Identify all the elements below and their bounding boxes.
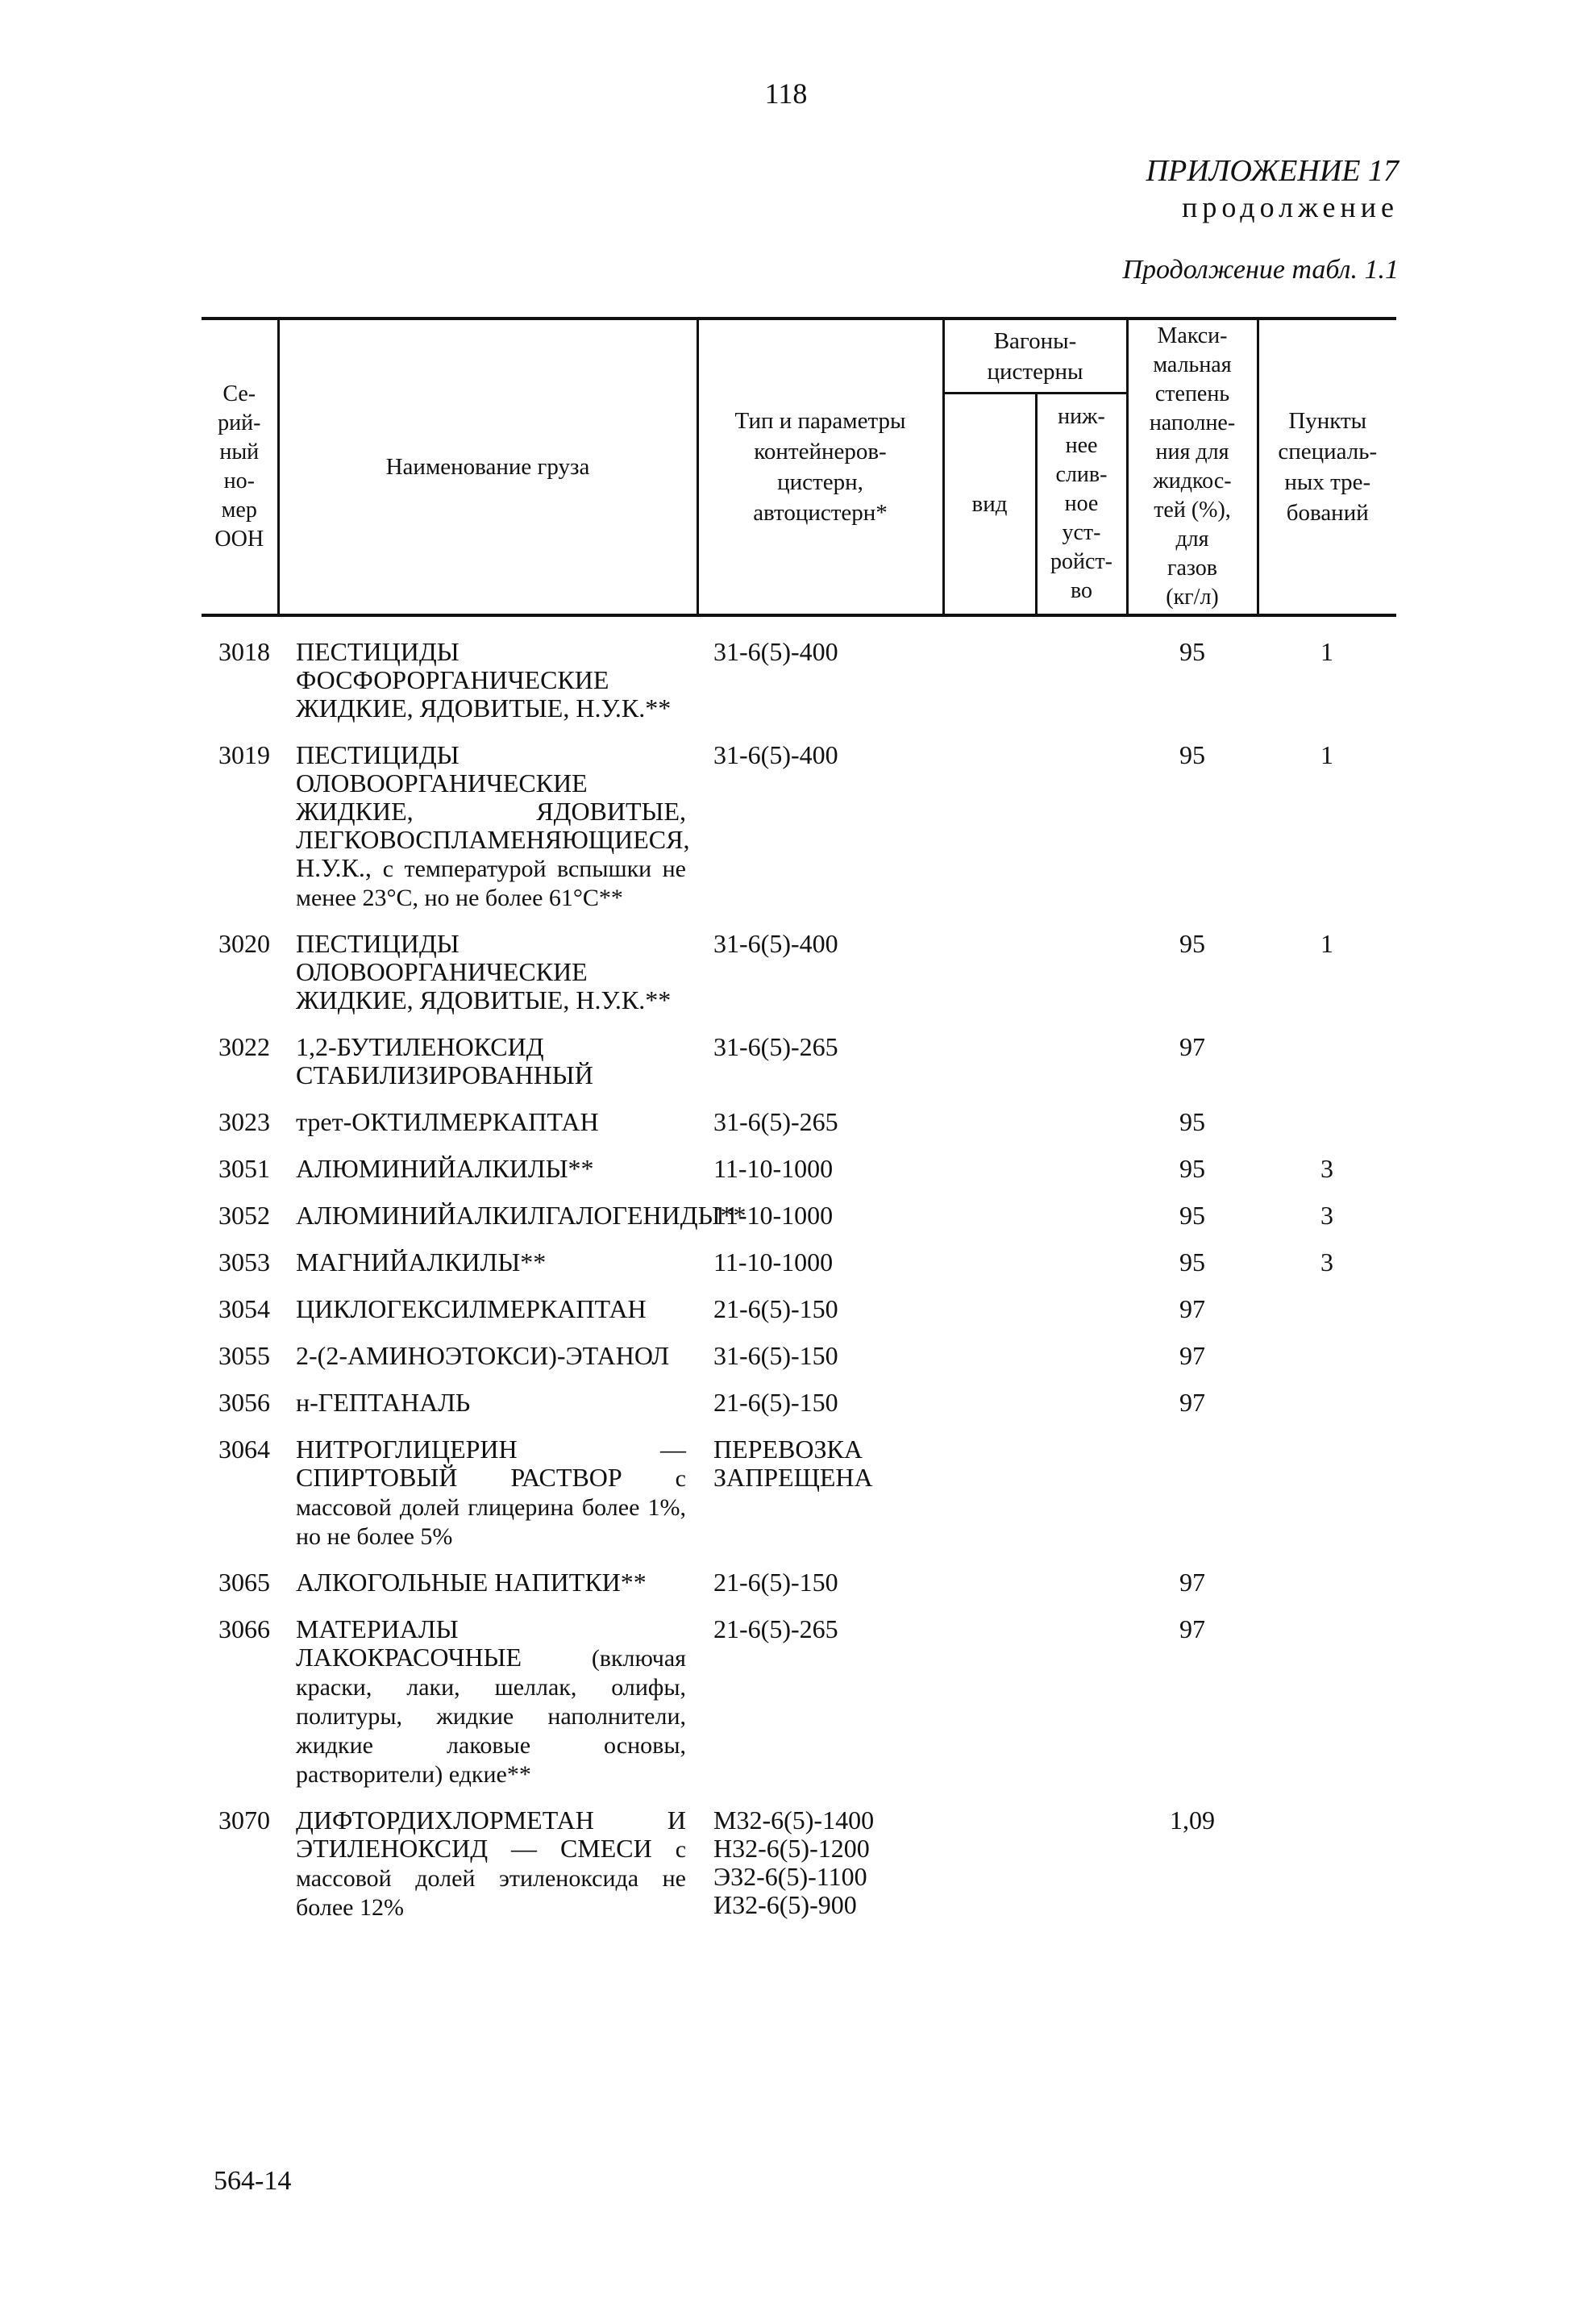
header-cargo-name: Наименование груза bbox=[278, 319, 697, 615]
table-row bbox=[202, 1601, 1396, 1792]
table-row bbox=[202, 727, 1396, 915]
tank-type: 11-10-1000 bbox=[713, 1154, 834, 1183]
bottom-drain bbox=[1036, 1234, 1127, 1281]
tank-type: М32-6(5)-1400 Н32-6(5)-1200 Э32-6(5)-1100 И32-6(5)-900 bbox=[713, 1805, 875, 1919]
max-fill: 97 bbox=[1179, 1341, 1205, 1370]
bottom-drain bbox=[1036, 1140, 1127, 1187]
un-code: 3056 bbox=[218, 1388, 270, 1417]
cargo-name bbox=[278, 1421, 697, 1554]
bottom-drain bbox=[1036, 1601, 1127, 1792]
cargo-name-main: МАГНИЙАЛКИЛЫ** bbox=[296, 1247, 547, 1277]
cargo-name bbox=[278, 1187, 746, 1234]
cargo-name bbox=[278, 1234, 697, 1281]
table-row bbox=[202, 1421, 1396, 1554]
un-code: 3055 bbox=[218, 1341, 270, 1370]
special-points bbox=[1258, 1281, 1396, 1327]
header-un-number: Се- рий- ный но- мер ООН bbox=[202, 319, 278, 615]
tank-type: 31-6(5)-150 bbox=[713, 1341, 838, 1370]
cargo-name-main: ПЕСТИЦИДЫ ФОСФОРОРГАНИЧЕСКИЕ ЖИДКИЕ, ЯДОВИТЫЕ, Н.У.К.** bbox=[296, 637, 672, 723]
bottom-drain bbox=[1036, 727, 1127, 915]
max-fill: 95 bbox=[1179, 1247, 1205, 1277]
cargo-name-main: НИТРОГЛИЦЕРИН — СПИРТОВЫЙ РАСТВОР bbox=[296, 1435, 686, 1492]
max-fill: 95 bbox=[1179, 929, 1205, 958]
cargo-name bbox=[278, 1327, 697, 1374]
max-fill: 97 bbox=[1179, 1032, 1205, 1061]
special-points bbox=[1258, 1093, 1396, 1140]
cargo-name-main: ЦИКЛОГЕКСИЛМЕРКАПТАН bbox=[296, 1294, 647, 1323]
cargo-name-main: ДИФТОРДИХЛОРМЕТАН И ЭТИЛЕНОКСИД — СМЕСИ bbox=[296, 1805, 686, 1863]
wagon-kind bbox=[943, 1140, 1036, 1187]
tank-type: ПЕРЕВОЗКА ЗАПРЕЩЕНА bbox=[713, 1435, 873, 1492]
header-max-fill: Макси- мальная степень наполне- ния для жидкос- тей (%), для газов (кг/л) bbox=[1127, 319, 1258, 615]
bottom-drain bbox=[1036, 1187, 1127, 1234]
cargo-name-main: АЛЮМИНИЙАЛКИЛГАЛОГЕНИДЫ** bbox=[296, 1201, 746, 1230]
cargo-name-note: с температурой вспышки не менее 23°С, но не более 61°С** bbox=[296, 856, 687, 911]
max-fill: 1,09 bbox=[1170, 1805, 1215, 1835]
cargo-name-main: н-ГЕПТАНАЛЬ bbox=[296, 1388, 471, 1417]
un-code: 3054 bbox=[218, 1294, 270, 1323]
wagon-kind bbox=[943, 1374, 1036, 1421]
bottom-drain bbox=[1036, 1281, 1127, 1327]
tank-type: 31-6(5)-265 bbox=[713, 1107, 838, 1136]
special-points: 3 bbox=[1320, 1201, 1333, 1230]
table-row bbox=[202, 1374, 1396, 1421]
table-row bbox=[202, 1187, 1396, 1234]
max-fill bbox=[1127, 1421, 1258, 1554]
tank-type: 21-6(5)-150 bbox=[713, 1388, 838, 1417]
tank-type: 31-6(5)-400 bbox=[713, 637, 838, 666]
table-row bbox=[202, 1093, 1396, 1140]
cargo-name bbox=[278, 915, 697, 1018]
wagon-kind bbox=[943, 1093, 1036, 1140]
max-fill: 97 bbox=[1179, 1294, 1205, 1323]
cargo-name-main: МАТЕРИАЛЫ ЛАКОКРАСОЧНЫЕ bbox=[296, 1614, 522, 1672]
cargo-name-main: 2-(2-АМИНОЭТОКСИ)-ЭТАНОЛ bbox=[296, 1341, 670, 1370]
bottom-drain bbox=[1036, 1554, 1127, 1601]
cargo-name-main: трет-ОКТИЛМЕРКАПТАН bbox=[296, 1107, 599, 1136]
special-points: 1 bbox=[1320, 740, 1333, 769]
max-fill: 97 bbox=[1179, 1614, 1205, 1643]
un-code: 3051 bbox=[218, 1154, 270, 1183]
un-code: 3066 bbox=[218, 1614, 270, 1643]
un-code: 3064 bbox=[218, 1435, 270, 1464]
bottom-drain bbox=[1036, 1327, 1127, 1374]
print-signature: 564-14 bbox=[214, 2166, 292, 2196]
cargo-name bbox=[278, 1601, 697, 1792]
max-fill: 95 bbox=[1179, 1107, 1205, 1136]
tank-type: 21-6(5)-150 bbox=[713, 1568, 838, 1597]
special-points bbox=[1258, 1018, 1396, 1093]
bottom-drain bbox=[1036, 1421, 1127, 1554]
bottom-drain bbox=[1036, 1792, 1127, 1925]
cargo-name-main: АЛКОГОЛЬНЫЕ НАПИТКИ** bbox=[296, 1568, 647, 1597]
un-code: 3070 bbox=[218, 1805, 270, 1835]
table-body bbox=[202, 615, 1396, 1925]
special-points: 3 bbox=[1320, 1154, 1333, 1183]
special-points: 1 bbox=[1320, 929, 1333, 958]
table-header bbox=[202, 319, 1396, 615]
table-row bbox=[202, 1554, 1396, 1601]
special-points bbox=[1258, 1327, 1396, 1374]
table-row bbox=[202, 1018, 1396, 1093]
tank-type: 31-6(5)-400 bbox=[713, 740, 838, 769]
table-row bbox=[202, 1281, 1396, 1327]
un-code: 3053 bbox=[218, 1247, 270, 1277]
wagon-kind bbox=[943, 1421, 1036, 1554]
wagon-kind bbox=[943, 615, 1036, 727]
table-row bbox=[202, 1140, 1396, 1187]
wagon-kind bbox=[943, 1281, 1036, 1327]
special-points bbox=[1258, 1554, 1396, 1601]
max-fill: 97 bbox=[1179, 1388, 1205, 1417]
page-number: 118 bbox=[764, 77, 808, 110]
max-fill: 95 bbox=[1179, 637, 1205, 666]
bottom-drain bbox=[1036, 1093, 1127, 1140]
header-wagons-group: Вагоны- цистерны bbox=[943, 319, 1127, 394]
table-row bbox=[202, 1234, 1396, 1281]
special-points bbox=[1258, 1374, 1396, 1421]
un-code: 3020 bbox=[218, 929, 270, 958]
special-points bbox=[1258, 1421, 1396, 1554]
cargo-name bbox=[278, 615, 697, 727]
max-fill: 95 bbox=[1179, 740, 1205, 769]
wagon-kind bbox=[943, 1187, 1036, 1234]
cargo-name bbox=[278, 1140, 697, 1187]
tank-type: 11-10-1000 bbox=[713, 1201, 834, 1230]
tank-type: 21-6(5)-150 bbox=[713, 1294, 838, 1323]
tank-type: 31-6(5)-265 bbox=[713, 1032, 838, 1061]
bottom-drain bbox=[1036, 1018, 1127, 1093]
header-special-points: Пункты специаль- ных тре- бований bbox=[1258, 319, 1396, 615]
un-code: 3019 bbox=[218, 740, 270, 769]
wagon-kind bbox=[943, 1792, 1036, 1925]
header-wagon-kind: вид bbox=[943, 394, 1036, 615]
appendix-subtitle: продолжение bbox=[1182, 191, 1399, 223]
special-points bbox=[1258, 1792, 1396, 1925]
un-code: 3018 bbox=[218, 637, 270, 666]
cargo-name-note: (включая краски, лаки, шеллак, олифы, политуры, жидкие наполнители, жидкие лаковые основы, растворители) едкие** bbox=[296, 1645, 686, 1788]
table-row bbox=[202, 1327, 1396, 1374]
special-points: 1 bbox=[1320, 637, 1333, 666]
cargo-name-note: с массовой долей этиленоксида не более 12% bbox=[296, 1836, 687, 1921]
table-row bbox=[202, 1792, 1396, 1925]
bottom-drain bbox=[1036, 915, 1127, 1018]
max-fill: 95 bbox=[1179, 1154, 1205, 1183]
table-caption: Продолжение табл. 1.1 bbox=[1122, 255, 1399, 285]
tank-type: 11-10-1000 bbox=[713, 1247, 834, 1277]
wagon-kind bbox=[943, 1554, 1036, 1601]
cargo-name-main: ПЕСТИЦИДЫ ОЛОВООРГАНИЧЕСКИЕ ЖИДКИЕ, ЯДОВИТЫЕ, ЛЕГКОВОСПЛАМЕНЯЮЩИЕСЯ, Н.У.К., bbox=[296, 740, 690, 882]
un-code: 3023 bbox=[218, 1107, 270, 1136]
wagon-kind bbox=[943, 1234, 1036, 1281]
max-fill: 97 bbox=[1179, 1568, 1205, 1597]
wagon-kind bbox=[943, 1601, 1036, 1792]
header-bottom-drain: ниж- нее слив- ное уст- ройст- во bbox=[1036, 394, 1127, 615]
cargo-name-main: 1,2-БУТИЛЕНОКСИД СТАБИЛИЗИРОВАННЫЙ bbox=[296, 1032, 593, 1089]
max-fill: 95 bbox=[1179, 1201, 1205, 1230]
header-tank-type: Тип и параметры контейнеров- цистерн, автоцистерн* bbox=[697, 319, 943, 615]
cargo-name bbox=[278, 1018, 697, 1093]
bottom-drain bbox=[1036, 1374, 1127, 1421]
cargo-name bbox=[278, 1554, 697, 1601]
wagon-kind bbox=[943, 1018, 1036, 1093]
cargo-name bbox=[278, 1792, 697, 1925]
special-points bbox=[1258, 1601, 1396, 1792]
wagon-kind bbox=[943, 1327, 1036, 1374]
un-code: 3052 bbox=[218, 1201, 270, 1230]
cargo-name bbox=[278, 1374, 697, 1421]
wagon-kind bbox=[943, 915, 1036, 1018]
table-row bbox=[202, 915, 1396, 1018]
cargo-name-main: ПЕСТИЦИДЫ ОЛОВООРГАНИЧЕСКИЕ ЖИДКИЕ, ЯДОВИТЫЕ, Н.У.К.** bbox=[296, 929, 672, 1014]
appendix-title: ПРИЛОЖЕНИЕ 17 bbox=[1146, 154, 1399, 188]
cargo-name-main: АЛЮМИНИЙАЛКИЛЫ** bbox=[296, 1154, 594, 1183]
tank-type: 31-6(5)-400 bbox=[713, 929, 838, 958]
wagon-kind bbox=[943, 727, 1036, 915]
un-code: 3065 bbox=[218, 1568, 270, 1597]
cargo-name bbox=[278, 727, 697, 915]
cargo-name bbox=[278, 1093, 697, 1140]
table-row bbox=[202, 615, 1396, 727]
special-points: 3 bbox=[1320, 1247, 1333, 1277]
cargo-name-note: с массовой долей глицерина более 1%, но не более 5% bbox=[296, 1465, 686, 1550]
un-code: 3022 bbox=[218, 1032, 270, 1061]
bottom-drain bbox=[1036, 615, 1127, 727]
cargo-name bbox=[278, 1281, 697, 1327]
tank-type: 21-6(5)-265 bbox=[713, 1614, 838, 1643]
cargo-table bbox=[202, 317, 1396, 1925]
